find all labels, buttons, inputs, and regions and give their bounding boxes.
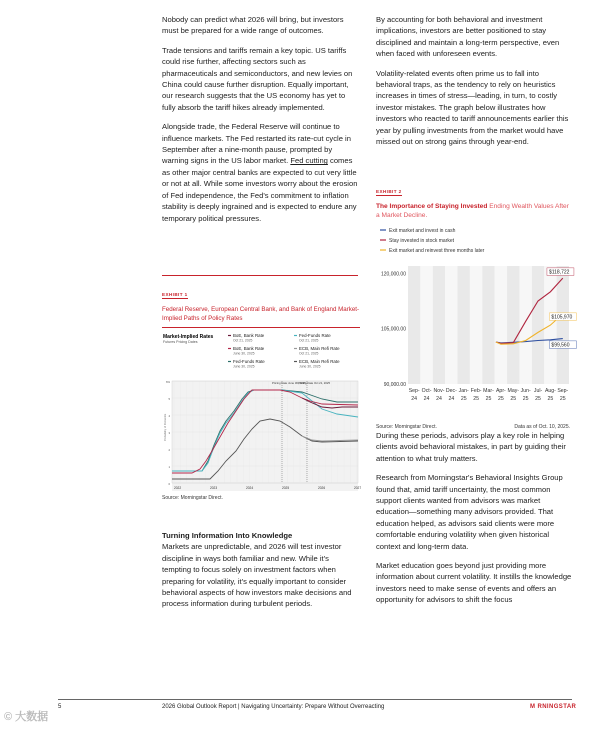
- y-tick-label: 120,000.00: [380, 271, 406, 278]
- x-tick-label: 25: [473, 396, 480, 402]
- x-tick-label: 24: [423, 396, 430, 402]
- year-label: 2022: [174, 486, 182, 490]
- year-label: 2023: [210, 486, 218, 490]
- year-label: 2025: [282, 486, 290, 490]
- x-tick-label: May-: [507, 388, 520, 394]
- legend-label: ECB, Main Refi Rate: [299, 359, 340, 364]
- y-tick-label: 105,000.00: [380, 326, 406, 333]
- year-label: 2026: [318, 486, 326, 490]
- column-band: [532, 266, 544, 384]
- exhibit-2-title-rest: Ending Wealth Values After a Market Decline.: [376, 203, 569, 219]
- legend-label: BoE, Bank Rate: [233, 346, 265, 351]
- x-tick-label: 25: [547, 396, 554, 402]
- y-tick-label: 4: [168, 414, 170, 418]
- exhibit-2-title-bold: The Importance of Staying Invested: [376, 203, 488, 210]
- x-tick-label: Jun-: [520, 388, 531, 394]
- data-label: $105,970: [551, 314, 573, 321]
- x-tick-label: 25: [559, 396, 566, 402]
- x-tick-label: Sep-: [557, 388, 569, 394]
- y-tick-label: 6%: [165, 380, 170, 384]
- section-heading: Turning Information Into Knowledge: [162, 531, 293, 540]
- paragraph: By accounting for both behavioral and investment implications, investors are better positioned to stay disciplined and maintain a long-term perspective, even when faced with unforeseen events.: [376, 15, 560, 59]
- column-band: [470, 266, 482, 384]
- legend-label: ECB, Main Refi Rate: [299, 346, 340, 351]
- year-label: 2024: [246, 486, 254, 490]
- y-tick-label: 0: [168, 482, 170, 486]
- column-band: [420, 266, 432, 384]
- y-tick-label: 3: [168, 431, 170, 435]
- exhibit-1-top-rule: [162, 275, 358, 276]
- column-band: [519, 266, 531, 384]
- x-tick-label: 25: [522, 396, 529, 402]
- data-label: $99,560: [551, 342, 570, 349]
- column-band: [482, 266, 494, 384]
- legend-label: Exit market and invest in cash: [389, 228, 456, 234]
- exhibit-2-title: [376, 202, 574, 220]
- legend-date: Oct 21, 2025: [299, 338, 319, 343]
- legend-date: June 30, 2025: [299, 364, 321, 369]
- x-tick-label: Apr-: [495, 388, 506, 394]
- exhibit-2: [376, 180, 574, 434]
- legend-date: June 30, 2025: [233, 351, 255, 356]
- exhibit-1-chart: [162, 331, 360, 491]
- paragraph-text: Alongside trade, the Federal Reserve will continue to influence markets. The Fed restarted its rate-cut cycle in September after a nine-month pause, prompted by warning signs in the US labor market.: [162, 122, 351, 166]
- exhibit-2-source: Source: Morningstar Direct.: [376, 424, 437, 430]
- x-tick-label: Mar-: [483, 388, 494, 394]
- page-footer: [0, 695, 601, 729]
- exhibit-1-plot: [163, 380, 361, 491]
- annotation-oct: Pricing Date Oct 21, 2025: [298, 381, 331, 385]
- y-tick-label: 2: [168, 448, 170, 452]
- plot-background: [172, 381, 358, 491]
- exhibit-2-legend: [380, 228, 485, 254]
- x-tick-label: 24: [411, 396, 418, 402]
- legend-date: Oct 21, 2025: [299, 351, 319, 356]
- paragraph: Market education goes beyond just providing more information about current volatility. It instills the knowledge investors need to make sense of events and offers an opportunity for advisors to shift the focus: [376, 561, 572, 605]
- exhibit-1-title: Federal Reserve, European Central Bank, and Bank of England Market-Implied Paths of Policy Rates: [162, 306, 360, 322]
- exhibit-2-chart: [376, 224, 574, 424]
- annotation-june: Pricing Date June 30, 2025: [272, 381, 306, 385]
- x-tick-label: 25: [535, 396, 541, 402]
- paragraph: Volatility-related events often prime us to fall into behavioral traps, as the tendency to rely on heuristics increases in times of stress—leading, in turn, to costly investor mistakes. The graph below illustrates how investors who reacted to tariff announcements earlier this year by pulling investments from the market would have missed out on strong gains through year-end.: [376, 68, 569, 147]
- legend-label: Exit market and reinvest three months later: [389, 248, 485, 254]
- paragraph: [162, 121, 358, 224]
- column-band: [495, 266, 507, 384]
- data-label: $118,722: [548, 269, 570, 276]
- x-tick-label: 25: [485, 396, 492, 402]
- x-tick-label: 24: [436, 396, 442, 402]
- legend-label: Fed-Funds Rate: [233, 359, 265, 364]
- legend-date: Oct 21, 2025: [233, 338, 253, 343]
- year-label: 2027: [354, 486, 362, 490]
- legend-subheading: Futures Pricing Dates: [163, 340, 198, 344]
- legend-heading: Market-Implied Rates: [163, 334, 214, 340]
- x-tick-label: 25: [510, 396, 517, 402]
- y-tick-label: 90,000.00: [383, 382, 406, 388]
- x-tick-label: Aug-: [544, 388, 556, 394]
- legend-label: BoE, Bank Rate: [233, 333, 265, 338]
- paragraph: Research from Morningstar's Behavioral Insights Group found that, amid tariff uncertainty, the most common support clients wanted from advisors was market education—something many advisors provided. That education helped, as advisors said clients were more comfortable enduring volatility when given historical context and long-term data.: [376, 473, 563, 551]
- watermark: © 大数据: [4, 711, 49, 723]
- legend-label: Fed-Funds Rate: [299, 333, 331, 338]
- morningstar-logo: M RNINGSTAR: [530, 704, 577, 710]
- exhibit-2-tag: EXHIBIT 2: [376, 189, 402, 194]
- exhibit-2-plot: [381, 266, 576, 402]
- paragraph: Trade tensions and tariffs remain a key topic. US tariffs could rise further, affecting sectors such as pharmaceuticals and semiconductors, and new levies on China could cause further disruption. Equally important, our research suggests that the US economy has yet to fully absorb the tariff hikes already implemented.: [162, 45, 353, 112]
- column-band: [507, 266, 519, 384]
- left-column: [162, 14, 358, 232]
- column-band: [458, 266, 470, 384]
- x-tick-label: Nov-: [433, 388, 445, 394]
- x-tick-label: Sep-: [408, 388, 420, 394]
- paragraph: Nobody can predict what 2026 will bring, but investors must be prepared for a wide range of outcomes.: [162, 15, 344, 36]
- paragraph-text: comes as other major central banks are expected to cut very little or not at all. While some investors worry about the erosion of Fed independence, the Fed's commitment to inflation stability is deeply ingrained and is expected to endure any temporary political pressures.: [162, 156, 358, 223]
- x-tick-label: 25: [460, 396, 467, 402]
- fed-cutting-link[interactable]: Fed cutting: [290, 156, 328, 166]
- y-axis-label: Probability of Percentile: [164, 413, 167, 441]
- x-tick-label: 25: [497, 396, 504, 402]
- legend-label: Stay invested in stock market: [389, 238, 455, 244]
- x-tick-label: Dec-: [445, 388, 457, 394]
- right-column: [376, 14, 572, 155]
- paragraph: During these periods, advisors play a key role in helping clients avoid behavioral mistakes, in part by guiding their attention to what truly matters.: [376, 431, 566, 463]
- x-tick-label: Jul-: [533, 388, 543, 394]
- x-tick-label: Feb-: [470, 388, 482, 394]
- x-tick-label: Oct-: [421, 388, 432, 394]
- legend-date: June 30, 2025: [233, 364, 255, 369]
- x-tick-label: 24: [448, 396, 455, 402]
- footer-rule: [58, 699, 572, 700]
- y-tick-label: 1: [168, 465, 170, 469]
- x-tick-label: Jan-: [458, 388, 469, 394]
- footer-title: 2026 Global Outlook Report | Navigating Uncertainty: Prepare Without Overreacting: [162, 704, 385, 710]
- exhibit-1-source: Source: Morningstar Direct.: [162, 495, 223, 501]
- page-number: 5: [58, 704, 62, 710]
- column-band: [445, 266, 457, 384]
- y-tick-label: 5: [168, 397, 170, 401]
- column-band: [433, 266, 445, 384]
- exhibit-2-data-date: Data as of Oct. 10, 2025.: [514, 424, 570, 430]
- exhibit-1-legend: [228, 333, 340, 369]
- left-column-bottom: [162, 530, 358, 618]
- exhibit-1: [162, 283, 360, 501]
- exhibit-1-tag: EXHIBIT 1: [162, 292, 188, 297]
- exhibit-1-rule: [162, 327, 360, 328]
- right-column-bottom: [376, 430, 572, 614]
- paragraph: Markets are unpredictable, and 2026 will test investor discipline in ways both familiar and new. While it's tempting to focus solely on investment factors when preparing for volatility, it's equally important to consider behavioral aspects of how investors make decisions and process information during turbulent periods.: [162, 542, 352, 609]
- column-band: [408, 266, 420, 384]
